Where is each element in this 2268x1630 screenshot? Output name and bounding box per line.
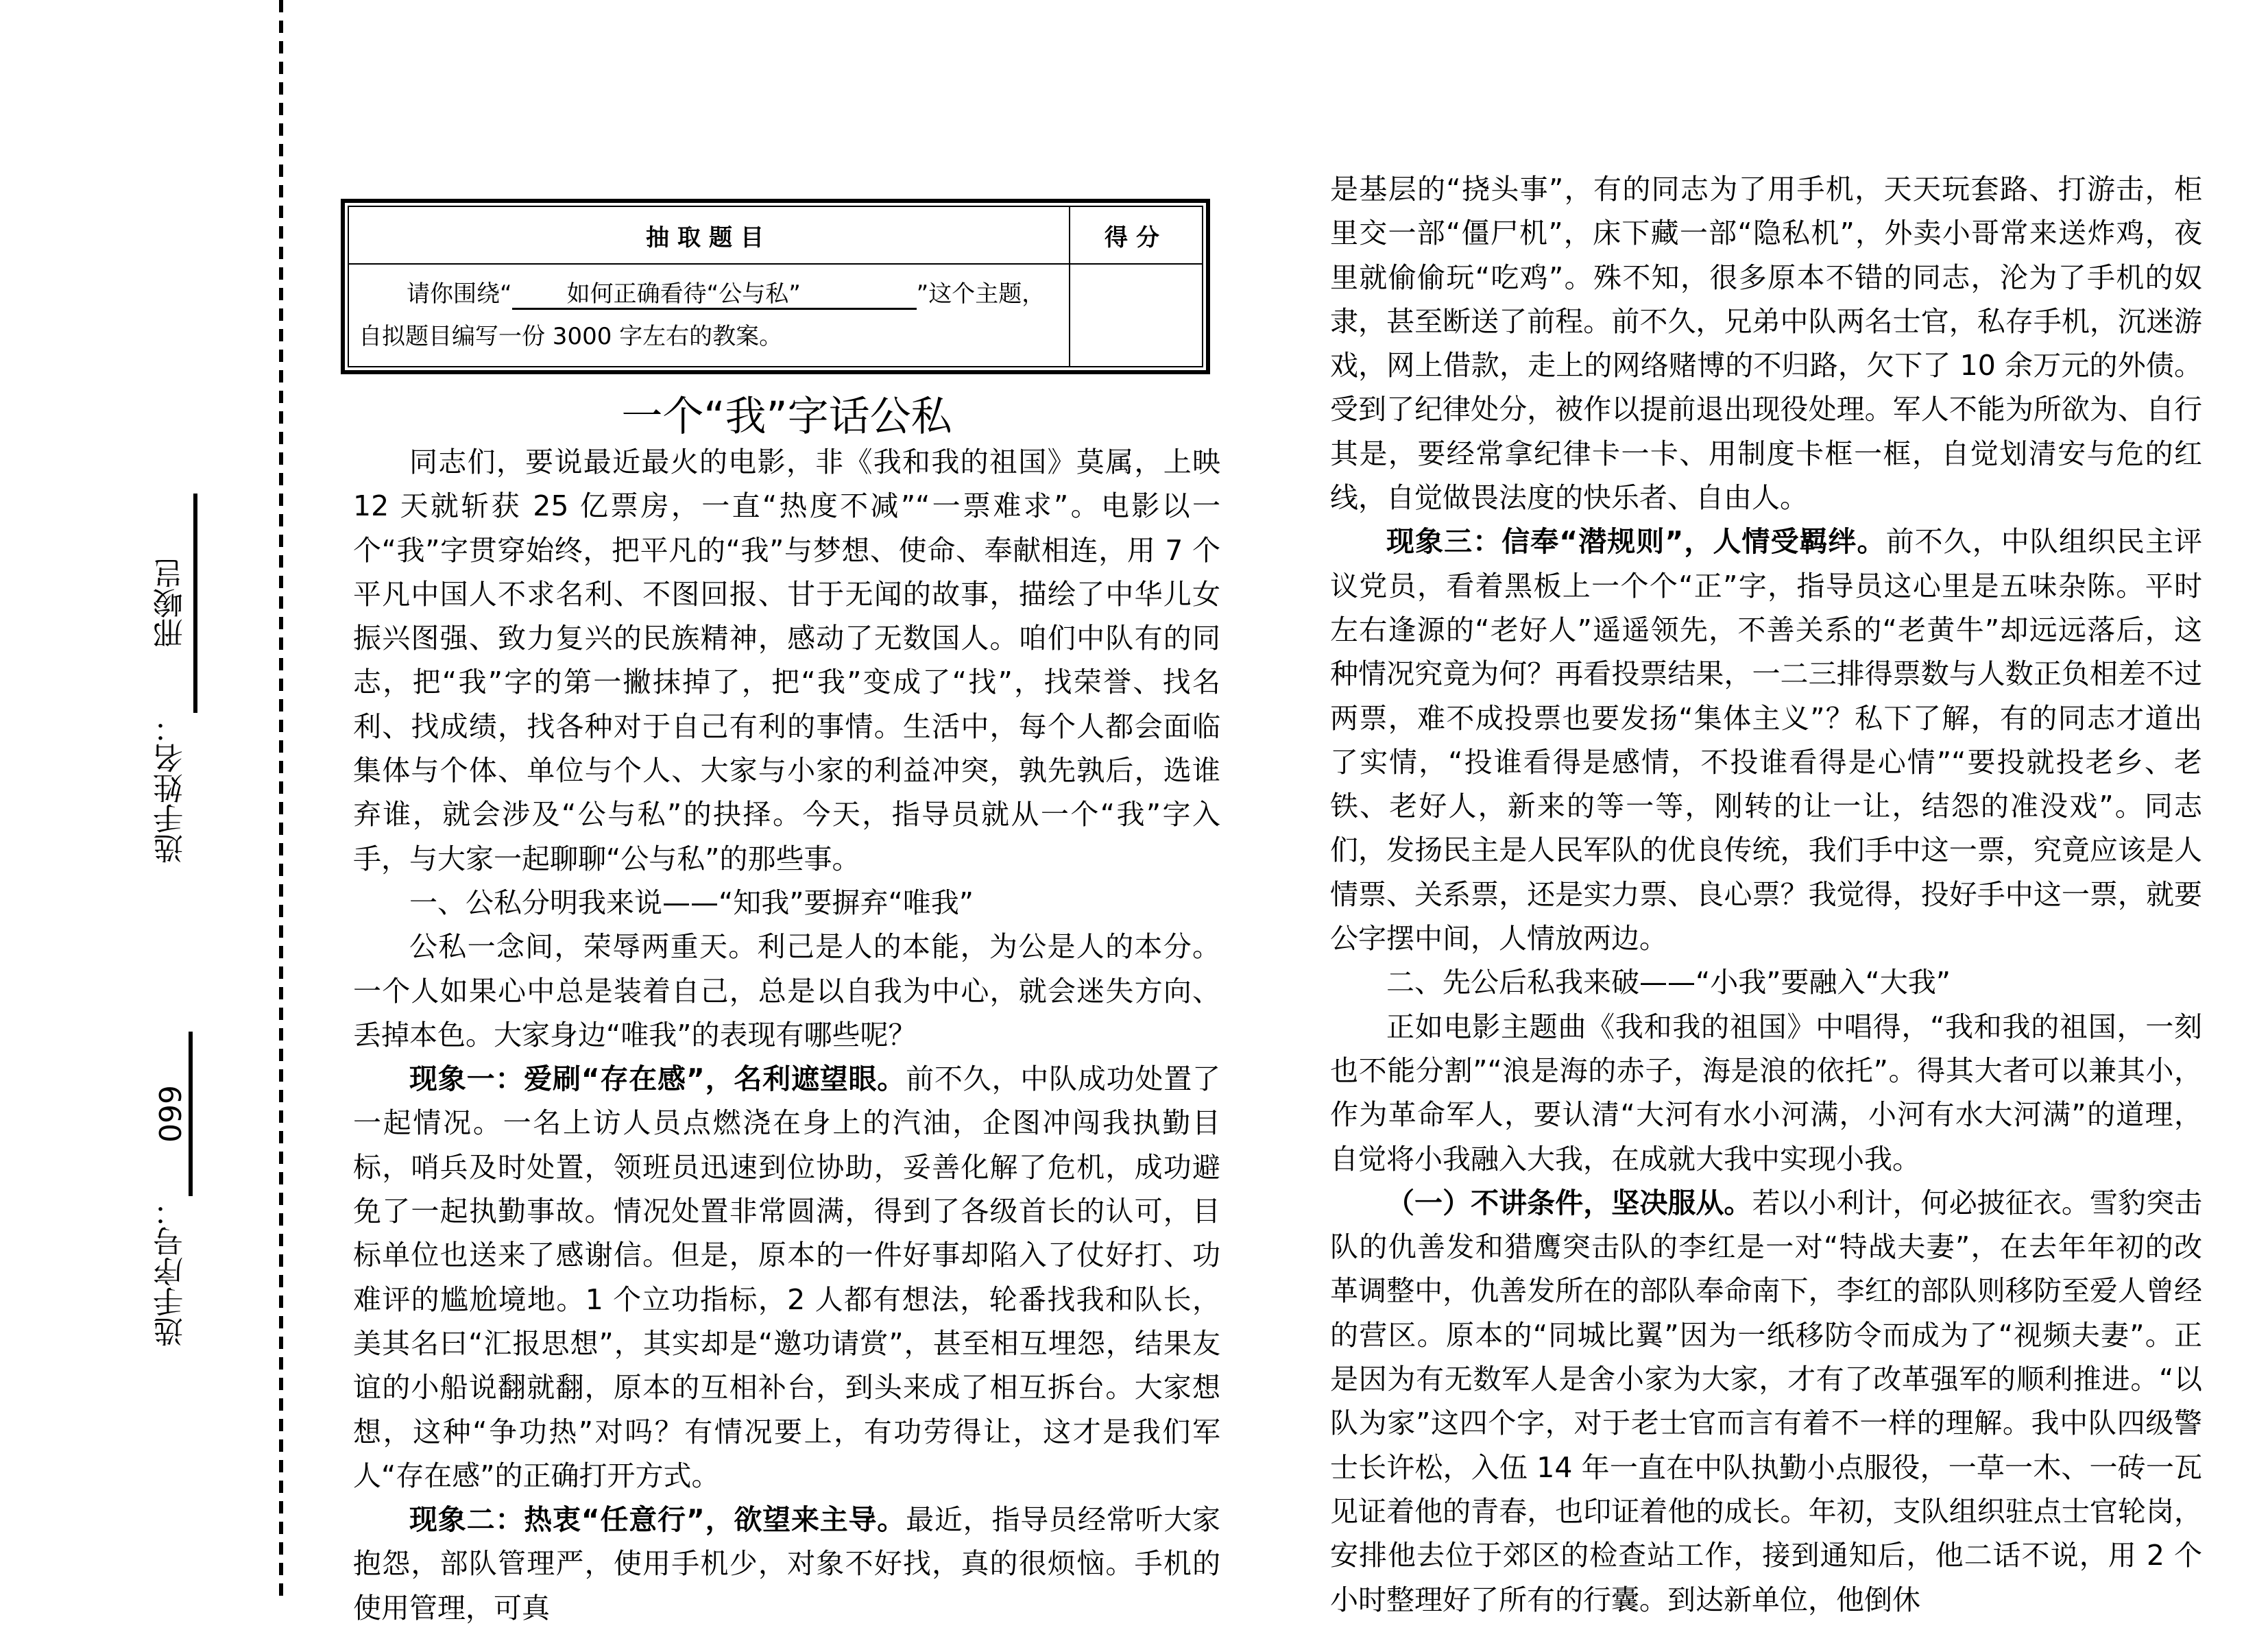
- left-column: [353, 440, 1220, 1630]
- paragraph-text: 是基层的“挠头事”，有的同志为了用手机，天天玩套路、打游击，柜里交一部“僵尸机”，床下藏一部“隐私机”，外卖小哥常来送炸鸡，夜里就偷偷玩“吃鸡”。殊不知，很多原本不错的同志，沦为了手机的奴隶，甚至断送了前程。前不久，兄弟中队两名士官，私存手机，沉迷游戏，网上借款，走上的网络赌博的不归路，欠下了 10 余万元的外债。受到了纪律处分，被作以提前退出现役处理。军人不能为所欲为、自行其是，要经常拿纪律卡一卡、用制度卡框一框，自觉划清安与危的红线，自觉做畏法度的快乐者、自由人。: [1330, 173, 2202, 515]
- paragraph: [1330, 960, 2202, 1004]
- paragraph: [353, 1057, 1220, 1498]
- paragraph-lead: 现象三：信奉“潜规则”，人情受羁绊。: [1386, 525, 1886, 559]
- contestant-name-label: 选手姓名：: [154, 713, 189, 864]
- score-header: 得分: [1070, 206, 1203, 264]
- paragraph-text: 前不久，中队组织民主评议党员，看着黑板上一个个“正”字，指导员这心里是五味杂陈。平时左右逢源的“老好人”遥遥领先，不善关系的“老黄牛”却远远落后，这种情况究竟为何？再看投票结果，一二三排得票数与人数正负相差不过两票，难不成投票也要发扬“集体主义”？私下了解，有的同志才道出了实情，“投谁看得是感情，不投谁看得是心情”“要投就投老乡、老铁、老好人，新来的等一等，刚转的让一让，结怨的准没戏”。同志们，发扬民主是人民军队的优良传统，我们手中这一票，究竟应该是人情票、关系票，还是实力票、良心票？我觉得，投好手中这一票，就要公字摆中间，人情放两边。: [1330, 525, 2202, 956]
- contestant-name-group: [149, 494, 197, 864]
- paragraph: [1330, 167, 2202, 520]
- document-title: 一个“我”字话公私: [621, 393, 952, 441]
- task-prompt: [348, 264, 1070, 367]
- paragraph-text: 二、先公后私我来破——“小我”要融入“大我”: [1386, 966, 1951, 999]
- contestant-number-label: 选手序号：: [154, 1196, 189, 1347]
- paragraph-text: 前不久，中队成功处置了一起情况。一名上访人员点燃浇在身上的汽油，企图冲闯我执勤目标，哨兵及时处置，领班员迅速到位协助，妥善化解了危机，成功避免了一起执勤事故。情况处置非常圆满，得到了各级首长的认可，目标单位也送来了感谢信。但是，原本的一件好事却陷入了仗好打、功难评的尴尬境地。1 个立功指标，2 人都有想法，轮番找我和队长，美其名曰“汇报思想”，其实却是“邀功请赏”，甚至相互埋怨，结果友谊的小船说翻就翻，原本的互相补台，到头来成了相互拆台。大家想想，这种“争功热”对吗？有情况要上，有功劳得让，这才是我们军人“存在感”的正确打开方式。: [353, 1062, 1220, 1492]
- prompt-post: ”这个主题，: [916, 280, 1046, 308]
- paragraph: [1330, 1005, 2202, 1181]
- prompt-line2: 自拟题目编写一份 3000 字左右的教案。: [359, 323, 783, 350]
- prompt-pre: 请你围绕“: [407, 280, 512, 308]
- paragraph-text: 最近，指导员经常听大家抱怨，部队管理严，使用手机少，对象不好找，真的很烦恼。手机的使用管理，可真: [353, 1503, 1220, 1625]
- paragraph-text: 同志们，要说最近最火的电影，非《我和我的祖国》莫属，上映 12 天就斩获 25 亿票房，一直“热度不减”“一票难求”。电影以一个“我”字贯穿始终，把平凡的“我”与梦想、使命、奉献相连，用 7 个平凡中国人不求名利、不图回报、甘于无闻的故事，描绘了中华儿女振兴图强、致力复兴的民族精神，感动了无数国人。咱们中队有的同志，把“我”字的第一撇抹掉了，把“我”变成了“找”，找荣誉、找名利、找成绩，找各种对于自己有利的事情。生活中，每个人都会面临集体与个体、单位与个人、大家与小家的利益冲突，孰先孰后，选谁弃谁，就会涉及“公与私”的抉择。今天，指导员就从一个“我”字入手，与大家一起聊聊“公与私”的那些事。: [353, 446, 1220, 875]
- paragraph: [353, 881, 1220, 925]
- contestant-name-value: 邢峻岂: [149, 494, 197, 713]
- contestant-number-group: [149, 1032, 193, 1347]
- paragraph: [1330, 1181, 2202, 1622]
- paragraph-text: 公私一念间，荣辱两重天。利己是人的本能，为公是人的本分。一个人如果心中总是装着自己，总是以自我为中心，就会迷失方向、丢掉本色。大家身边“唯我”的表现有哪些呢？: [353, 930, 1220, 1051]
- task-box: [341, 199, 1210, 374]
- paragraph: [353, 440, 1220, 881]
- paragraph-text: 正如电影主题曲《我和我的祖国》中唱得，“我和我的祖国，一刻也不能分割”“浪是海的赤子，海是浪的依托”。得其大者可以兼其小，作为革命军人，要认清“大河有水小河满，小河有水大河满”的道理，自觉将小我融入大我，在成就大我中实现小我。: [1330, 1010, 2202, 1176]
- score-cell: [1070, 264, 1203, 367]
- paragraph-lead: （一）不讲条件，坚决服从。: [1386, 1186, 1752, 1219]
- binding-dashed-line: [279, 0, 283, 1603]
- paragraph-text: 若以小利计，何必披征衣。雪豹突击队的仇善发和猎鹰突击队的李红是一对“特战夫妻”，在去年年初的改革调整中，仇善发所在的部队奉命南下，李红的部队则移防至爱人曾经的营区。原本的“同城比翼”因为一纸移防令而成为了“视频夫妻”。正是因为有无数军人是舍小家为大家，才有了改革强军的顺利推进。“以队为家”这四个字，对于老士官而言有着不一样的理解。我中队四级警士长许松，入伍 14 年一直在中队执勤小点服役，一草一木、一砖一瓦见证着他的青春，也印证着他的成长。年初，支队组织驻点士官轮岗，安排他去位于郊区的检查站工作，接到通知后，他二话不说，用 2 个小时整理好了所有的行囊。到达新单位，他倒休: [1330, 1186, 2203, 1616]
- paragraph: [353, 1498, 1220, 1630]
- topic-header: 抽取题目: [348, 206, 1070, 264]
- prompt-topic: 如何正确看待“公与私”: [512, 280, 917, 310]
- paragraph: [353, 925, 1220, 1057]
- paragraph-text: 一、公私分明我来说——“知我”要摒弃“唯我”: [409, 886, 974, 919]
- right-column: [1330, 167, 2202, 1622]
- paragraph: [1330, 520, 2202, 960]
- paragraph-lead: 现象一：爱刷“存在感”，名利遮望眼。: [409, 1062, 906, 1096]
- contestant-number-value: 099: [154, 1032, 193, 1196]
- paragraph-lead: 现象二：热衷“任意行”，欲望来主导。: [409, 1503, 906, 1537]
